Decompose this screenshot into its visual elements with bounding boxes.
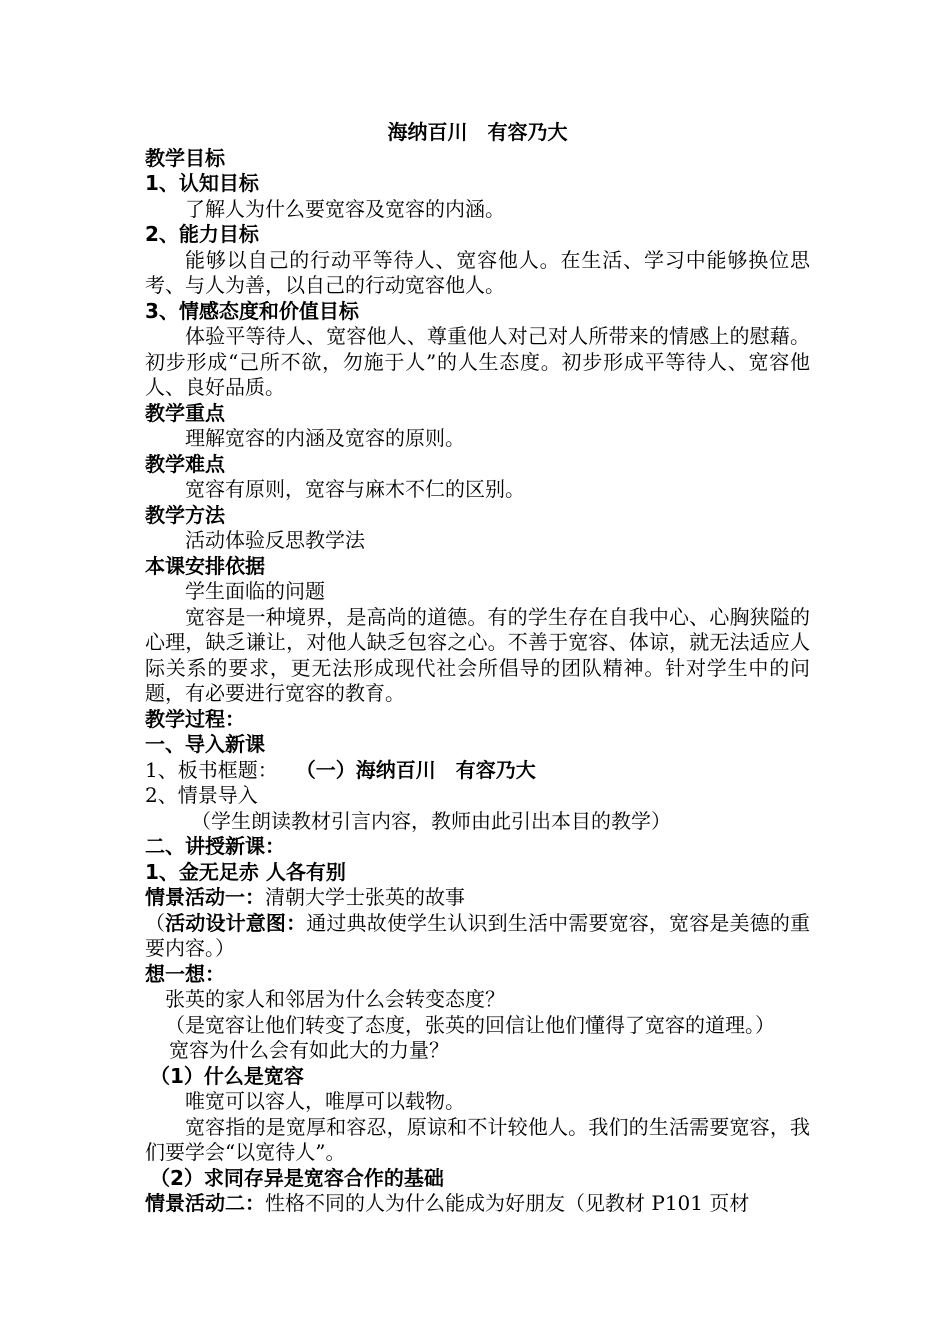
teach-heading: 二、讲授新课： xyxy=(145,834,285,858)
intent-paragraph xyxy=(145,911,810,962)
document-title: 海纳百川 有容乃大 xyxy=(387,120,568,144)
scene-intro-label: 2、情景导入 xyxy=(145,783,258,807)
intent-text: 通过典故使学生认识到生活中需要宽容，宽容是美德的重要内容。） xyxy=(145,910,810,960)
activity2-label: 情景活动二： xyxy=(145,1191,265,1215)
scene-intro-text: （学生朗读教材引言内容，教师由此引出本目的教学） xyxy=(191,808,671,833)
method-text: 活动体验反思教学法 xyxy=(185,528,365,552)
cognitive-goal-heading: 1、认知目标 xyxy=(145,171,259,195)
goals-heading: 教学目标 xyxy=(145,145,225,170)
process-heading: 教学过程： xyxy=(145,706,245,731)
seek-common-ground-heading: （2）求同存异是宽容合作的基础 xyxy=(150,1165,444,1190)
board-label: 1、板书框题： xyxy=(145,757,278,782)
what-is-tolerance-heading: （1）什么是宽容 xyxy=(150,1063,304,1088)
activity1-text: 清朝大学士张英的故事 xyxy=(265,885,465,909)
what-is-tolerance-text-2: 宽容指的是宽厚和容忍，原谅和不计较他人。我们的生活需要宽容，我们要学会“以宽待人”。 xyxy=(145,1114,810,1164)
emotion-goal-text: 体验平等待人、宽容他人、尊重他人对己对人所带来的情感上的慰藉。初步形成“己所不欲，勿施于人”的人生态度。初步形成平等待人、宽容他人、良好品质。 xyxy=(145,324,810,399)
intent-open: （ xyxy=(145,910,166,935)
activity2-line xyxy=(145,1191,810,1217)
ability-goal-text: 能够以自己的行动平等待人、宽容他人。在生活、学习中能够换位思考、与人为善，以自己的行动宽容他人。 xyxy=(145,247,810,297)
basis-heading: 本课安排依据 xyxy=(145,553,265,578)
document-page xyxy=(145,120,810,1217)
board-title: （一）海纳百川 有容乃大 xyxy=(305,757,536,782)
activity2-text: 性格不同的人为什么能成为好朋友（见教材 P101 页材 xyxy=(265,1191,750,1215)
think-heading: 想一想： xyxy=(145,961,225,986)
intro-heading: 一、导入新课 xyxy=(145,732,265,756)
cognitive-goal-text: 了解人为什么要宽容及宽容的内涵。 xyxy=(185,196,505,221)
board-title-line xyxy=(145,758,810,784)
difficulty-text: 宽容有原则，宽容与麻木不仁的区别。 xyxy=(185,477,525,501)
basis-subheading: 学生面临的问题 xyxy=(185,579,325,603)
activity1-line xyxy=(145,885,810,911)
think-question-2: 宽容为什么会有如此大的力量？ xyxy=(169,1038,449,1062)
basis-text: 宽容是一种境界，是高尚的道德。有的学生存在自我中心、心胸狭隘的心理，缺乏谦让，对他人缺乏包容之心。不善于宽容、体谅，就无法适应人际关系的要求，更无法形成现代社会所倡导的团队精神。针对学生中的问题，有必要进行宽容的教育。 xyxy=(145,604,810,705)
key-point-text: 理解宽容的内涵及宽容的原则。 xyxy=(185,426,465,450)
intent-label: 活动设计意图： xyxy=(165,910,307,935)
difficulty-heading: 教学难点 xyxy=(145,451,225,476)
section1-heading: 1、金无足赤 人各有别 xyxy=(145,859,346,884)
think-question-1: 张英的家人和邻居为什么会转变态度？ xyxy=(165,987,505,1011)
think-answer-1: （是宽容让他们转变了态度，张英的回信让他们懂得了宽容的道理。） xyxy=(165,1012,775,1037)
activity1-label: 情景活动一： xyxy=(145,885,265,909)
what-is-tolerance-text-1: 唯宽可以容人，唯厚可以载物。 xyxy=(185,1089,465,1113)
ability-goal-heading: 2、能力目标 xyxy=(145,222,259,246)
method-heading: 教学方法 xyxy=(145,502,225,527)
emotion-goal-heading: 3、情感态度和价值目标 xyxy=(145,298,359,323)
key-point-heading: 教学重点 xyxy=(145,400,225,425)
